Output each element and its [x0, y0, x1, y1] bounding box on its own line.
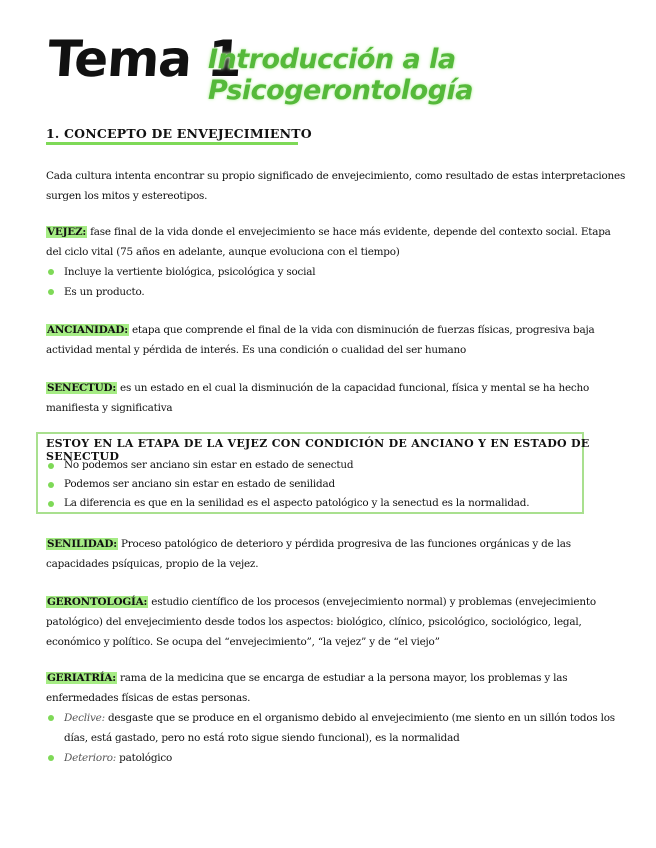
vejez-bullets: [46, 262, 631, 302]
geriatria-bullets: [46, 708, 631, 768]
senectud-definition: [46, 378, 626, 418]
geriatria-term: GERIATRÍA:: [47, 672, 116, 684]
bullet-icon: [48, 715, 54, 721]
document-title: Introducción a la Psicogerontología: [208, 44, 473, 106]
topic-number: Tema 1: [45, 30, 244, 88]
bullet-icon: [48, 482, 54, 488]
senectud-term: SENECTUD:: [47, 382, 116, 394]
list-item: Deterioro: patológico: [46, 748, 631, 768]
bullet-icon: [48, 463, 54, 469]
section-underline: [46, 142, 298, 145]
senectud-text: es un estado en el cual la disminución de la capacidad funcional, física y mental se ha hecho manifiesta y significativa: [46, 382, 590, 414]
bullet-icon: [48, 501, 54, 507]
vejez-text: fase final de la vida donde el envejecimiento se hace más evidente, depende del contexto social. Etapa del ciclo vital (75 años en adelante, aunque evoluciona con el tiempo): [46, 226, 611, 258]
vejez-definition: [46, 222, 626, 262]
ancianidad-term: ANCIANIDAD:: [47, 324, 128, 336]
ancianidad-text: etapa que comprende el final de la vida con disminución de fuerzas físicas, progresiva baja actividad mental y pérdida de interés. Es una condición o cualidad del ser humano: [46, 324, 595, 356]
declive-label: Declive:: [64, 712, 105, 724]
bullet-icon: [48, 755, 54, 761]
summary-box-title: ESTOY EN LA ETAPA DE LA VEJEZ CON CONDICIÓN DE ANCIANO Y EN ESTADO DE SENECTUD: [46, 437, 590, 463]
senilidad-text: Proceso patológico de deterioro y pérdida progresiva de las funciones orgánicas y de las capacidades psíquicas, propio de la vejez.: [46, 538, 571, 570]
geriatria-definition: [46, 668, 626, 708]
summary-bullets: [46, 456, 631, 513]
bullet-icon: [48, 269, 54, 275]
list-item: No podemos ser anciano sin estar en estado de senectud: [46, 456, 631, 475]
vejez-term: VEJEZ:: [47, 226, 87, 238]
intro-paragraph: Cada cultura intenta encontrar su propio significado de envejecimiento, como resultado de estas interpretaciones surgen los mitos y estereotipos.: [46, 170, 626, 202]
list-item: Podemos ser anciano sin estar en estado de senilidad: [46, 475, 631, 494]
list-item: Incluye la vertiente biológica, psicológica y social: [46, 262, 631, 282]
geriatria-text: rama de la medicina que se encarga de estudiar a la persona mayor, los problemas y las enfermedades físicas de estas personas.: [46, 672, 568, 704]
ancianidad-definition: [46, 320, 626, 360]
gerontologia-definition: [46, 592, 626, 652]
bullet-icon: [48, 289, 54, 295]
list-item: Declive: desgaste que se produce en el organismo debido al envejecimiento (me siento en un sillón todos los días, está gastado, pero no está roto sigue siendo funcional), es la normalidad: [46, 708, 631, 748]
senilidad-term: SENILIDAD:: [47, 538, 117, 550]
section-title: 1. CONCEPTO DE ENVEJECIMIENTO: [46, 126, 312, 141]
senilidad-definition: [46, 534, 626, 574]
gerontologia-text: estudio científico de los procesos (envejecimiento normal) y problemas (envejecimiento patológico) del envejecimiento desde todos los aspectos: biológico, clínico, psicológico, sociológico, legal, económico y político. Se ocupa del “envejecimiento”, “la vejez” y de “el viejo”: [46, 596, 596, 648]
list-item: Es un producto.: [46, 282, 631, 302]
gerontologia-term: GERONTOLOGÍA:: [47, 596, 148, 608]
list-item: La diferencia es que en la senilidad es el aspecto patológico y la senectud es la normalidad.: [46, 494, 631, 513]
deterioro-label: Deterioro:: [64, 752, 117, 764]
